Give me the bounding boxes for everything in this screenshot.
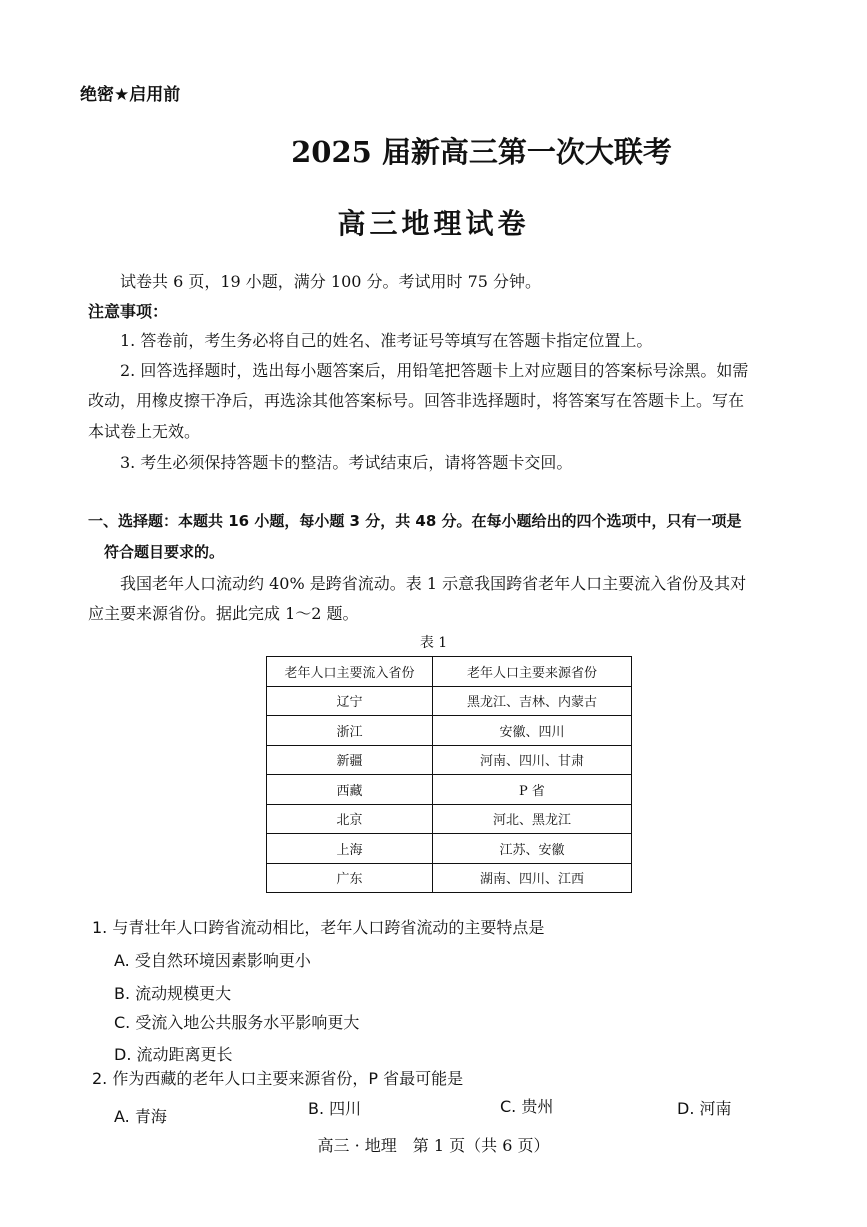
table-header-row	[267, 657, 632, 687]
table-caption: 表 1	[419, 635, 448, 651]
exam-title: 2025 届新高三第一次大联考	[291, 135, 672, 169]
table-row	[267, 686, 632, 716]
confidential-label: 绝密★启用前	[80, 85, 181, 105]
notice-item-1: 1. 答卷前，考生务必将自己的姓名、准考证号等填写在答题卡指定位置上。	[120, 331, 653, 350]
notice-heading: 注意事项：	[88, 302, 169, 321]
table-cell: 西藏	[267, 775, 433, 805]
table-cell: 河南、四川、甘肃	[433, 745, 632, 775]
table-cell: 安徽、四川	[433, 716, 632, 746]
table-row	[267, 716, 632, 746]
table-cell: 新疆	[267, 745, 433, 775]
table-cell: 北京	[267, 804, 433, 834]
table-cell: 黑龙江、吉林、内蒙古	[433, 686, 632, 716]
material-text-cont: 应主要来源省份。据此完成 1～2 题。	[88, 604, 359, 623]
question-1-stem: 1. 与青壮年人口跨省流动相比，老年人口跨省流动的主要特点是	[92, 918, 545, 937]
table-row	[267, 863, 632, 893]
question-2-option-a: A. 青海	[114, 1107, 167, 1126]
table-row	[267, 745, 632, 775]
table-cell: 河北、黑龙江	[433, 804, 632, 834]
table-cell: 辽宁	[267, 686, 433, 716]
question-1-option-b: B. 流动规模更大	[114, 984, 232, 1003]
section-heading: 一、选择题：本题共 16 小题，每小题 3 分，共 48 分。在每小题给出的四个选项中，只有一项是	[88, 512, 742, 530]
intro-text: 试卷共 6 页，19 小题，满分 100 分。考试用时 75 分钟。	[120, 272, 542, 291]
table-cell: 广东	[267, 863, 433, 893]
table-header-cell: 老年人口主要流入省份	[267, 657, 433, 687]
table-row	[267, 834, 632, 864]
subject-title: 高三地理试卷	[337, 207, 530, 240]
table-cell: 湖南、四川、江西	[433, 863, 632, 893]
notice-item-2: 2. 回答选择题时，选出每小题答案后，用铅笔把答题卡上对应题目的答案标号涂黑。如需	[120, 361, 749, 380]
table-cell: 江苏、安徽	[433, 834, 632, 864]
page-footer: 高三 · 地理 第 1 页（共 6 页）	[317, 1136, 550, 1155]
question-2-option-b: B. 四川	[308, 1099, 362, 1118]
table-header-cell: 老年人口主要来源省份	[433, 657, 632, 687]
table-row	[267, 804, 632, 834]
notice-item-3: 3. 考生必须保持答题卡的整洁。考试结束后，请将答题卡交回。	[120, 453, 573, 472]
table-row	[267, 775, 632, 805]
data-table	[266, 656, 632, 893]
question-1-option-c: C. 受流入地公共服务水平影响更大	[114, 1013, 360, 1032]
notice-item-2-cont: 改动，用橡皮擦干净后，再选涂其他答案标号。回答非选择题时，将答案写在答题卡上。写在	[88, 391, 745, 410]
question-1-option-d: D. 流动距离更长	[114, 1045, 233, 1064]
question-2-option-d: D. 河南	[677, 1099, 732, 1118]
material-text: 我国老年人口流动约 40% 是跨省流动。表 1 示意我国跨省老年人口主要流入省份及其对	[120, 574, 747, 593]
question-2-option-c: C. 贵州	[500, 1097, 554, 1116]
question-1-option-a: A. 受自然环境因素影响更小	[114, 951, 311, 970]
section-heading-cont: 符合题目要求的。	[104, 543, 225, 561]
table-cell: 上海	[267, 834, 433, 864]
table-cell: P 省	[433, 775, 632, 805]
notice-item-2-end: 本试卷上无效。	[88, 422, 201, 441]
question-2-stem: 2. 作为西藏的老年人口主要来源省份，P 省最可能是	[92, 1069, 464, 1088]
table-cell: 浙江	[267, 716, 433, 746]
